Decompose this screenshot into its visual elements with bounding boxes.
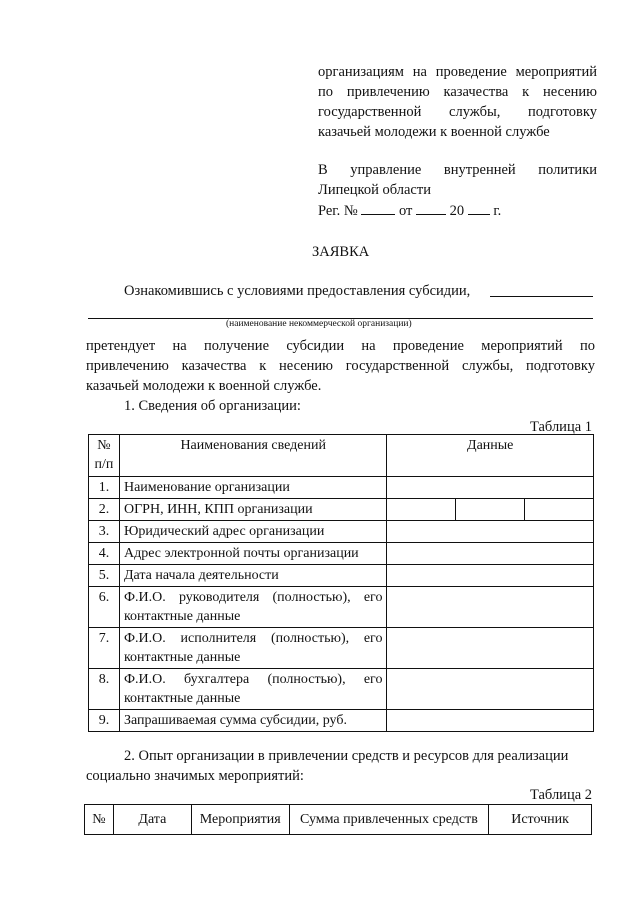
row-number: 9.	[89, 710, 120, 732]
col-num-header	[89, 435, 120, 477]
org-name-caption: (наименование некоммерческой организации)	[226, 319, 412, 329]
intro-line: Ознакомившись с условиями предоставления субсидии,	[124, 283, 471, 299]
row-number: 1.	[89, 477, 120, 499]
row-label-line: Ф.И.О. бухгалтера (полностью), его	[123, 672, 383, 687]
table-row	[89, 710, 594, 732]
ogrn-cell	[387, 499, 456, 521]
table-2	[84, 804, 592, 835]
section2-heading-line: социально значимых мероприятий:	[86, 768, 304, 784]
col-events-header: Мероприятия	[191, 805, 289, 835]
table-row	[89, 499, 594, 521]
intro-body-line: претендует на получение субсидии на проведение мероприятий по	[86, 338, 595, 354]
intro-body-line: казачьей молодежи к военной службе.	[86, 378, 322, 394]
addressee-line: Липецкой области	[318, 182, 431, 198]
reg-year-suffix: г.	[493, 203, 502, 219]
reg-number-blank	[361, 200, 395, 215]
row-number: 8.	[89, 669, 120, 710]
kpp-cell	[525, 499, 594, 521]
row-label-line: контактные данные	[123, 691, 241, 706]
row-value-cell	[387, 477, 594, 499]
row-label-line: контактные данные	[123, 650, 241, 665]
col-amount-header: Сумма привлеченных средств	[289, 805, 488, 835]
addressee-line: В управление внутренней политики	[318, 162, 597, 178]
row-label	[119, 587, 386, 628]
row-value-cell	[387, 628, 594, 669]
row-number: 6.	[89, 587, 120, 628]
row-label: Наименование организации	[119, 477, 386, 499]
row-value-cell	[387, 587, 594, 628]
col-name-header: Наименования сведений	[119, 435, 386, 477]
table2-header-row	[85, 805, 592, 835]
col-date-header: Дата	[113, 805, 191, 835]
row-value-cell	[387, 565, 594, 587]
row-label: Запрашиваемая сумма субсидии, руб.	[119, 710, 386, 732]
row-label: ОГРН, ИНН, КПП организации	[119, 499, 386, 521]
table-row	[89, 543, 594, 565]
row-label-line: Ф.И.О. руководителя (полностью), его	[123, 590, 383, 605]
intro-body-line: привлечению казачества к несению государственной службы, подготовку	[86, 358, 595, 374]
row-value-cell	[387, 669, 594, 710]
reg-year: 20	[449, 203, 465, 219]
row-value-cell	[387, 521, 594, 543]
table-1	[88, 434, 594, 732]
section2-heading-line: 2. Опыт организации в привлечении средств и ресурсов для реализации	[124, 748, 569, 764]
reg-year-blank	[468, 200, 490, 215]
row-number: 4.	[89, 543, 120, 565]
row-label: Дата начала деятельности	[119, 565, 386, 587]
document-title: ЗАЯВКА	[312, 244, 370, 260]
row-label	[119, 628, 386, 669]
col-num-header: №	[85, 805, 114, 835]
reg-date-blank	[416, 200, 446, 215]
header-line: организациям на проведение мероприятий	[318, 64, 597, 80]
table-row	[89, 669, 594, 710]
col-num-header-a: №	[97, 438, 111, 453]
table-row	[89, 565, 594, 587]
section1-heading: 1. Сведения об организации:	[124, 398, 301, 414]
row-label-line: контактные данные	[123, 609, 241, 624]
table-row	[89, 477, 594, 499]
col-data-header: Данные	[387, 435, 594, 477]
org-name-blank-1	[490, 296, 593, 297]
row-value-cell	[387, 710, 594, 732]
row-number: 7.	[89, 628, 120, 669]
registration-line	[318, 200, 501, 221]
col-num-header-b: п/п	[94, 457, 114, 472]
header-line: казачьей молодежи к военной службе	[318, 124, 550, 140]
header-line: по привлечению казачества к несению	[318, 84, 597, 100]
row-number: 3.	[89, 521, 120, 543]
row-value-cell	[387, 543, 594, 565]
reg-label: Рег. №	[318, 203, 358, 219]
table-row	[89, 521, 594, 543]
row-label	[119, 669, 386, 710]
row-label: Адрес электронной почты организации	[119, 543, 386, 565]
col-source-header: Источник	[489, 805, 592, 835]
inn-cell	[456, 499, 525, 521]
row-number: 5.	[89, 565, 120, 587]
table1-header-row	[89, 435, 594, 477]
header-line: государственной службы, подготовку	[318, 104, 597, 120]
row-label: Юридический адрес организации	[119, 521, 386, 543]
table1-label: Таблица 1	[530, 419, 593, 435]
table-row	[89, 587, 594, 628]
row-label-line: Ф.И.О. исполнителя (полностью), его	[123, 631, 383, 646]
reg-from: от	[398, 203, 413, 219]
table-row	[89, 628, 594, 669]
table2-label: Таблица 2	[530, 787, 593, 803]
row-number: 2.	[89, 499, 120, 521]
